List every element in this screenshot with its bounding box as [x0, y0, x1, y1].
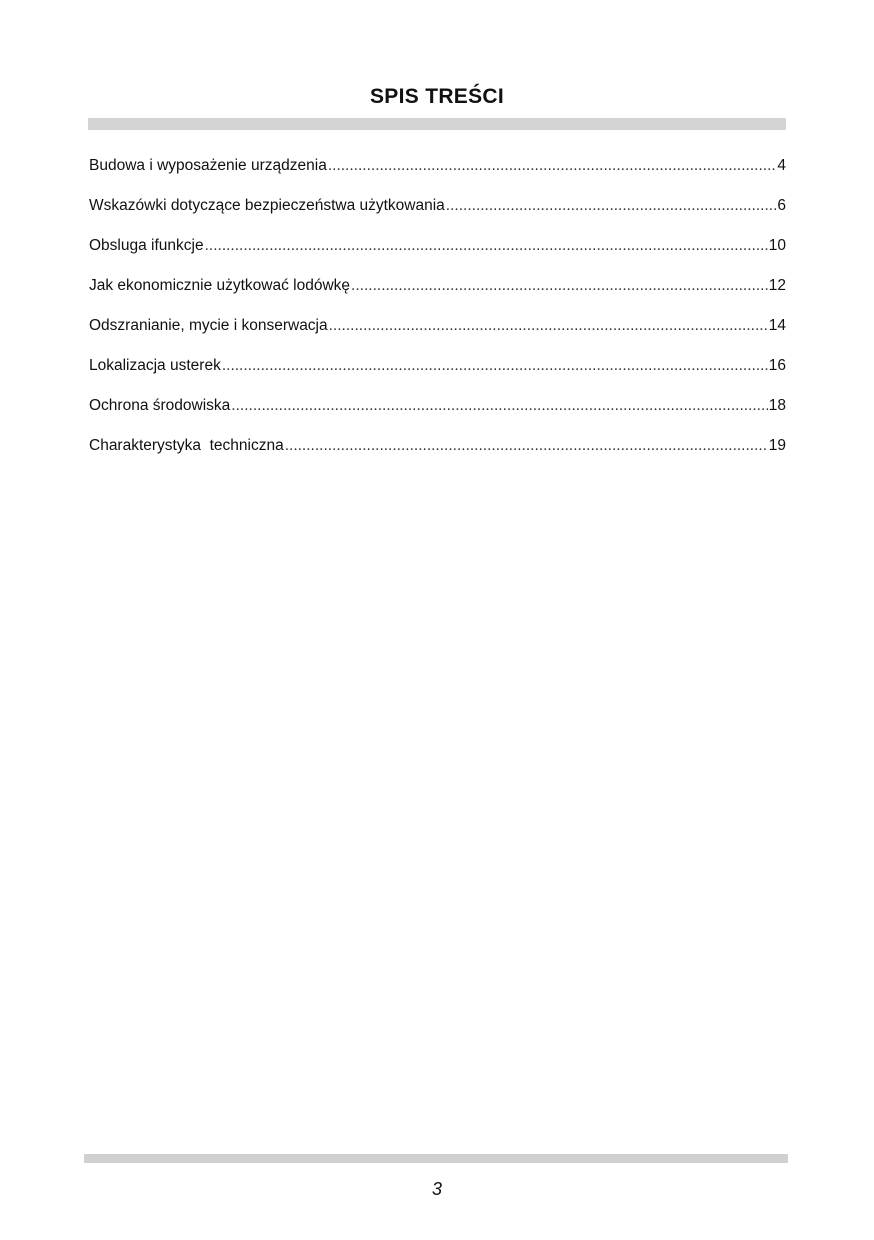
- toc-entry-label: Charakterystyka techniczna: [89, 437, 284, 454]
- toc-entry-page: 18: [768, 397, 786, 414]
- table-of-contents: [89, 156, 786, 476]
- page-number: 3: [431, 1179, 442, 1199]
- toc-entry[interactable]: [89, 156, 786, 196]
- toc-entry[interactable]: [89, 276, 786, 316]
- toc-entry-page: 12: [768, 277, 786, 294]
- toc-entry-label: Wskazówki dotyczące bezpieczeństwa użytkowania: [89, 197, 445, 214]
- toc-entry-label: Jak ekonomicznie użytkować lodówkę: [89, 277, 351, 294]
- toc-dot-leader: [329, 316, 768, 336]
- toc-dot-leader: [205, 236, 768, 256]
- toc-entry-label: Budowa i wyposażenie urządzenia: [89, 157, 327, 174]
- toc-entry[interactable]: [89, 396, 786, 436]
- toc-entry-page: 6: [777, 197, 786, 214]
- toc-dot-leader: [328, 156, 777, 176]
- toc-entry-label: Obsluga ifunkcje: [89, 237, 204, 254]
- toc-entry-label: Lokalizacja usterek: [89, 357, 221, 374]
- toc-entry[interactable]: [89, 196, 786, 236]
- toc-entry[interactable]: [89, 316, 786, 356]
- toc-entry-page: 19: [768, 437, 786, 454]
- title-divider: [88, 118, 786, 130]
- toc-dot-leader: [222, 356, 768, 376]
- toc-entry[interactable]: [89, 436, 786, 476]
- toc-entry-page: 14: [768, 317, 786, 334]
- toc-entry-label: Odszranianie, mycie i konserwacja: [89, 317, 328, 334]
- page-title: SPIS TREŚCI: [370, 85, 504, 108]
- toc-entry-page: 10: [768, 237, 786, 254]
- toc-dot-leader: [351, 276, 768, 296]
- toc-entry[interactable]: [89, 356, 786, 396]
- toc-entry[interactable]: [89, 236, 786, 276]
- toc-entry-label: Ochrona środowiska: [89, 397, 231, 414]
- toc-entry-page: 4: [777, 157, 786, 174]
- toc-entry-page: 16: [768, 357, 786, 374]
- toc-dot-leader: [231, 396, 767, 416]
- toc-dot-leader: [446, 196, 777, 216]
- footer-divider: [84, 1154, 788, 1163]
- toc-dot-leader: [285, 436, 768, 456]
